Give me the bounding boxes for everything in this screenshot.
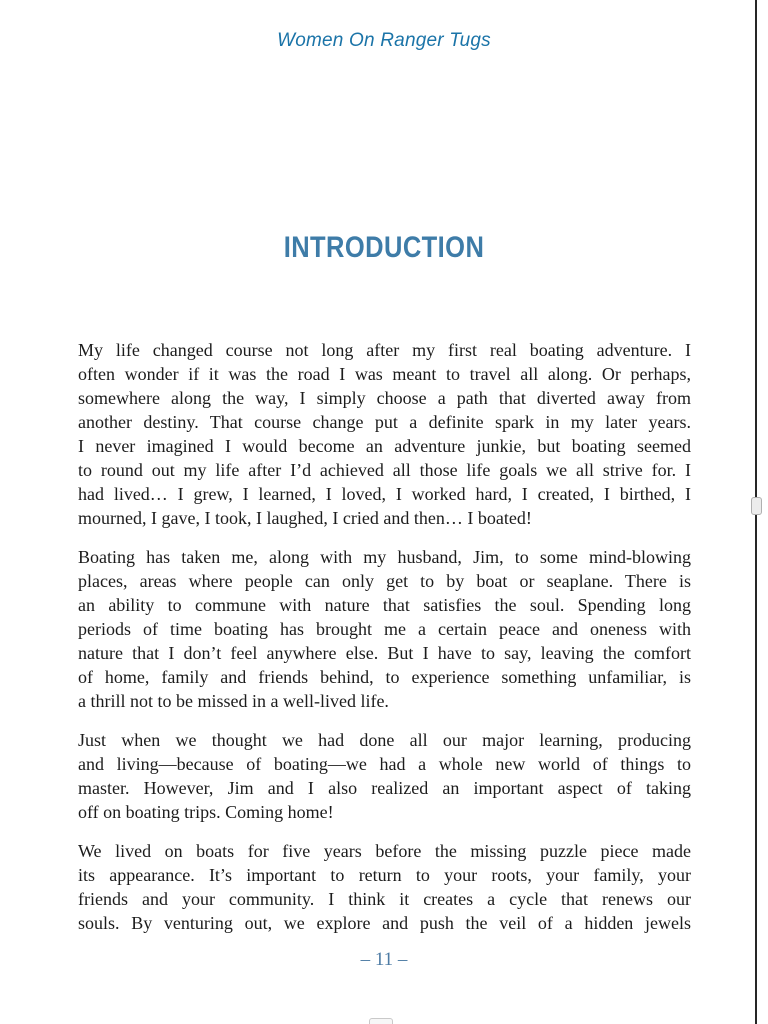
text-line: off on boating trips. Coming home! [78, 802, 334, 822]
text-line: My life changed course not long after my first real boating adventure. I [78, 340, 691, 360]
text-line: I never imagined I would become an adventure junkie, but boating seemed [78, 436, 691, 456]
text-line: had lived… I grew, I learned, I loved, I worked hard, I created, I birthed, I [78, 484, 691, 504]
text-line: Boating has taken me, along with my husband, Jim, to some mind-blowing [78, 547, 691, 567]
text-line: often wonder if it was the road I was meant to travel all along. Or perhaps, [78, 364, 691, 384]
text-line: periods of time boating has brought me a certain peace and oneness with [78, 619, 691, 639]
text-line: somewhere along the way, I simply choose a path that diverted away from [78, 388, 691, 408]
text-line: an ability to commune with nature that satisfies the soul. Spending long [78, 595, 691, 615]
text-line: Just when we thought we had done all our major learning, producing [78, 730, 691, 750]
text-line: to round out my life after I’d achieved all those life goals we all strive for. I [78, 460, 691, 480]
text-line: We lived on boats for five years before the missing puzzle piece made [78, 841, 691, 861]
chapter-title: INTRODUCTION [283, 231, 485, 264]
text-line: another destiny. That course change put a definite spark in my later years. [78, 412, 691, 432]
text-line: nature that I don’t feel anywhere else. But I have to say, leaving the comfort [78, 643, 691, 663]
running-header: Women On Ranger Tugs [277, 30, 491, 51]
text-line: its appearance. It’s important to return to your roots, your family, your [78, 865, 691, 885]
text-line: and living—because of boating—we had a whole new world of things to [78, 754, 691, 774]
text-line: master. However, Jim and I also realized an important aspect of taking [78, 778, 691, 798]
next-page-peek [369, 1018, 393, 1024]
text-line: of home, family and friends behind, to experience something unfamiliar, is [78, 667, 691, 687]
text-line: places, areas where people can only get to by boat or seaplane. There is [78, 571, 691, 591]
text-line: souls. By venturing out, we explore and push the veil of a hidden jewels [78, 913, 691, 933]
scrollbar-thumb[interactable] [751, 497, 762, 515]
page-number: – 11 – [360, 949, 408, 970]
paragraph [78, 545, 691, 713]
body-text [78, 338, 691, 935]
paragraph [78, 338, 691, 530]
paragraph [78, 728, 691, 824]
text-line: friends and your community. I think it creates a cycle that renews our [78, 889, 691, 909]
text-line: a thrill not to be missed in a well-lived life. [78, 691, 389, 711]
text-line: mourned, I gave, I took, I laughed, I cried and then… I boated! [78, 508, 532, 528]
paragraph [78, 839, 691, 935]
